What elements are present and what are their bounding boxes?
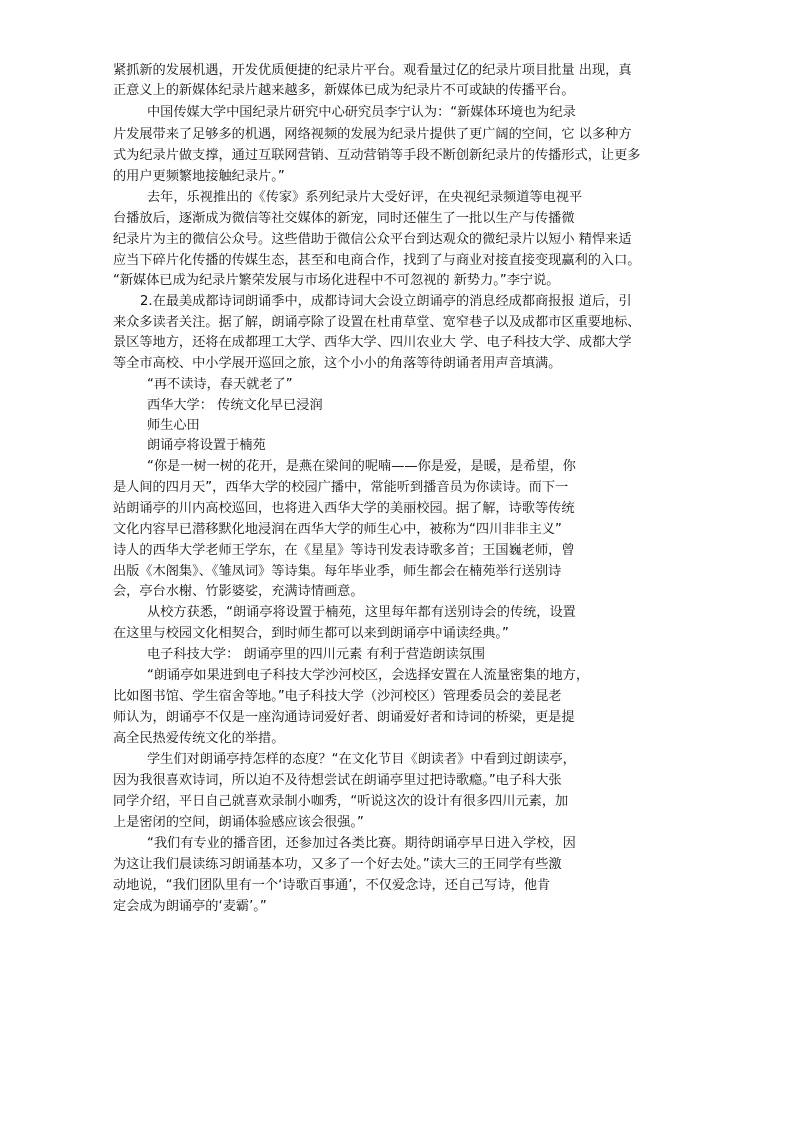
text-line: 师生心田 <box>147 418 200 433</box>
text-line: 出版《木阁集》、《雏凤词》等诗集。每年毕业季，师生都会在楠苑举行送别诗 <box>113 564 562 579</box>
text-line: “你是一树一树的花开，是燕在梁间的呢喃——你是爱，是暖，是希望，你 <box>147 459 576 474</box>
text-line: 文化内容早已潜移默化地浸润在西华大学的师生心中，被称为“四川非非主义” <box>113 522 562 537</box>
text-line: 朗诵亭将设置于楠苑 <box>147 438 266 453</box>
text-line: 从校方获悉，“朗诵亭将设置于楠苑，这里每年都有送别诗会的传统，设置 <box>147 605 576 620</box>
text-line: 等全市高校、中小学展开巡回之旅，这个小小的角落等待朗诵者用声音填满。 <box>113 356 562 371</box>
text-line: 片发展带来了足够多的机遇，网络视频的发展为纪录片提供了更广阔的空间，它 以多种方 <box>113 127 632 142</box>
text-line: 台播放后，逐渐成为微信等社交媒体的新宠，同时还催生了一批以生产与传播微 <box>113 211 575 226</box>
text-line: 站朗诵亭的川内高校巡回，也将进入西华大学的美丽校园。据了解，诗歌等传统 <box>113 501 575 516</box>
text-line: 景区等地方，还将在成都理工大学、西华大学、四川农业大 学、电子科技大学、成都大学 <box>113 335 632 350</box>
text-line: 比如图书馆、学生宿舍等地。”电子科技大学（沙河校区）管理委员会的姜昆老 <box>113 689 562 704</box>
text-line: 电子科技大学： 朗诵亭里的四川元素 有利于营造朗读氛围 <box>147 647 486 662</box>
text-line: 因为我很喜欢诗词，所以迫不及待想尝试在朗诵亭里过把诗歌瘾。”电子科大张 <box>113 773 562 788</box>
text-line: 来众多读者关注。据了解，朗诵亭除了设置在杜甫草堂、宽窄巷子以及成都市区重要地标、 <box>113 315 641 330</box>
text-line: “新媒体已成为纪录片繁荣发展与市场化进程中不可忽视的 新势力。”李宁说。 <box>113 273 560 288</box>
text-line: 高全民热爱传统文化的举措。 <box>113 731 285 746</box>
text-line: 式为纪录片做支撑，通过互联网营销、互动营销等手段不断创新纪录片的传播形式，让更多 <box>113 148 641 163</box>
text-line: 去年，乐视推出的《传家》系列纪录片大受好评，在央视纪录频道等电视平 <box>147 190 583 205</box>
text-line: 是人间的四月天”，西华大学的校园广播中，常能听到播音员为你读诗。而下一 <box>113 480 569 495</box>
text-line: 为这让我们晨读练习朗诵基本功，又多了一个好去处。”读大三的王同学有些激 <box>113 857 562 872</box>
text-line: 定会成为朗诵亭的‘麦霸’。” <box>113 899 267 914</box>
text-line: 学生们对朗诵亭持怎样的态度？“在文化节目《朗读者》中看到过朗读亭， <box>147 752 576 767</box>
text-line: “再不读诗，春天就老了” <box>147 377 293 392</box>
text-line: 同学介绍，平日自己就喜欢录制小咖秀，“听说这次的设计有很多四川元素，加 <box>113 794 569 809</box>
text-line: “朗诵亭如果进到电子科技大学沙河校区，会选择安置在人流量密集的地方， <box>147 668 590 683</box>
text-line: 师认为，朗诵亭不仅是一座沟通诗词爱好者、朗诵爱好者和诗词的桥梁，更是提 <box>113 710 575 725</box>
text-line: “我们有专业的播音团，还参加过各类比赛。期待朗诵亭早日进入学校，因 <box>147 836 576 851</box>
text-line: 在这里与校园文化相契合，到时师生都可以来到朗诵亭中诵读经典。” <box>113 626 509 641</box>
text-line: 2.在最美成都诗词朗诵季中，成都诗词大会设立朗诵亭的消息经成都商报报 道后，引 <box>140 294 632 309</box>
text-line: 上是密闭的空间，朗诵体验感应该会很强。” <box>113 815 364 830</box>
text-line: 会，亭台水榭、竹影婆娑，充满诗情画意。 <box>113 584 364 599</box>
text-line: 中国传媒大学中国纪录片研究中心研究员李宁认为：“新媒体环境也为纪录 <box>147 105 576 120</box>
text-line: 应当下碎片化传播的传媒生态，甚至和电商合作，找到了与商业对接直接变现赢利的入口。 <box>113 253 641 268</box>
text-line: 动地说，“我们团队里有一个‘诗歌百事通’，不仅爱念诗，还自己写诗，他肯 <box>113 878 551 893</box>
text-line: 纪录片为主的微信公众号。这些借助于微信公众平台到达观众的微纪录片以短小 精悍来适 <box>113 232 632 247</box>
text-line: 正意义上的新媒体纪录片越来越多，新媒体已成为纪录片不可或缺的传播平台。 <box>113 83 575 98</box>
text-line: 的用户更频繁地接触纪录片。” <box>113 169 285 184</box>
text-line: 紧抓新的发展机遇，开发优质便捷的纪录片平台。观看量过亿的纪录片项目批量 出现，真 <box>113 63 632 78</box>
text-line: 西华大学： 传统文化早已浸润 <box>147 398 323 413</box>
text-line: 诗人的西华大学老师王学东，在《星星》等诗刊发表诗歌多首；王国巍老师，曾 <box>113 543 575 558</box>
